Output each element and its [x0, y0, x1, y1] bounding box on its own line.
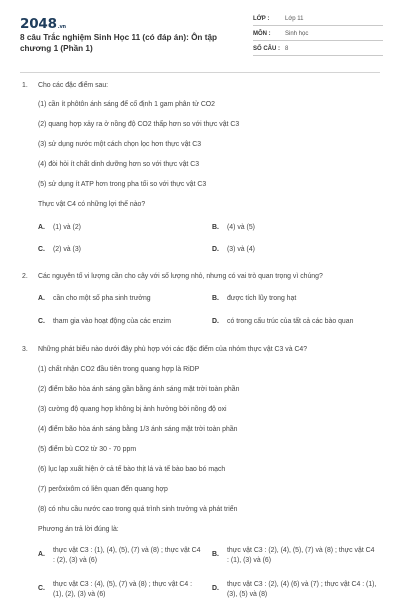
info-class: LỚP : Lớp 11: [253, 12, 383, 26]
statement: (2) điểm bão hòa ánh sáng gần bằng ánh sáng mặt trời toàn phần: [38, 386, 240, 393]
statement: (6) lục lạp xuất hiện ở cả tế bào thịt lá và tế bào bao bó mạch: [38, 466, 226, 473]
question-number: 2.: [22, 273, 28, 280]
statement: (1) chất nhận CO2 đầu tiên trong quang hợp là RiDP: [38, 366, 200, 373]
statement: (1) cần ít phôtôn ánh sáng để cố định 1 gam phân tử CO2: [38, 101, 215, 108]
document-title: 8 câu Trắc nghiệm Sinh Học 11 (có đáp án): Ôn tập chương 1 (Phần 1): [20, 33, 217, 53]
statement: (5) sử dụng ít ATP hơn trong pha tối so với thực vật C3: [38, 181, 207, 188]
question-stem: Những phát biểu nào dưới đây phù hợp với các đặc điểm của nhóm thực vật C3 và C4?: [38, 346, 308, 353]
site-logo[interactable]: 2048.vn: [20, 16, 66, 32]
question-stem: Cho các đặc điểm sau:: [38, 82, 109, 89]
statement: (3) sử dụng nước một cách chọn lọc hơn thực vật C3: [38, 141, 202, 148]
statement: (2) quang hợp xảy ra ở nồng độ CO2 thấp hơn so với thực vật C3: [38, 121, 240, 128]
statement: (4) điểm bão hòa ánh sáng bằng 1/3 ánh sáng mặt trời toàn phần: [38, 426, 238, 433]
question-prompt: Phương án trả lời đúng là:: [38, 526, 119, 533]
question-prompt: Thực vật C4 có những lợi thế nào?: [38, 201, 146, 208]
statement: (3) cường độ quang hợp không bị ảnh hưởng bởi nồng độ oxi: [38, 406, 227, 413]
statement: (4) đòi hỏi ít chất dinh dưỡng hơn so với thực vật C3: [38, 161, 200, 168]
document-header: [0, 0, 400, 66]
statement: (8) có nhu cầu nước cao trong quá trình sinh trưởng và phát triển: [38, 506, 238, 513]
info-question-count: SỐ CÂU : 8: [253, 42, 383, 56]
statement: (7) perôxixôm có liên quan đến quang hợp: [38, 486, 168, 493]
question-number: 3.: [22, 346, 28, 353]
header-divider: [20, 72, 380, 73]
question-stem: Các nguyên tố vi lượng cần cho cây với số lượng nhỏ, nhưng có vai trò quan trọng vì chúng?: [38, 273, 323, 280]
statement: (5) điểm bù CO2 từ 30 - 70 ppm: [38, 446, 137, 453]
question-number: 1.: [22, 82, 28, 89]
info-subject: MÔN : Sinh học: [253, 27, 383, 41]
